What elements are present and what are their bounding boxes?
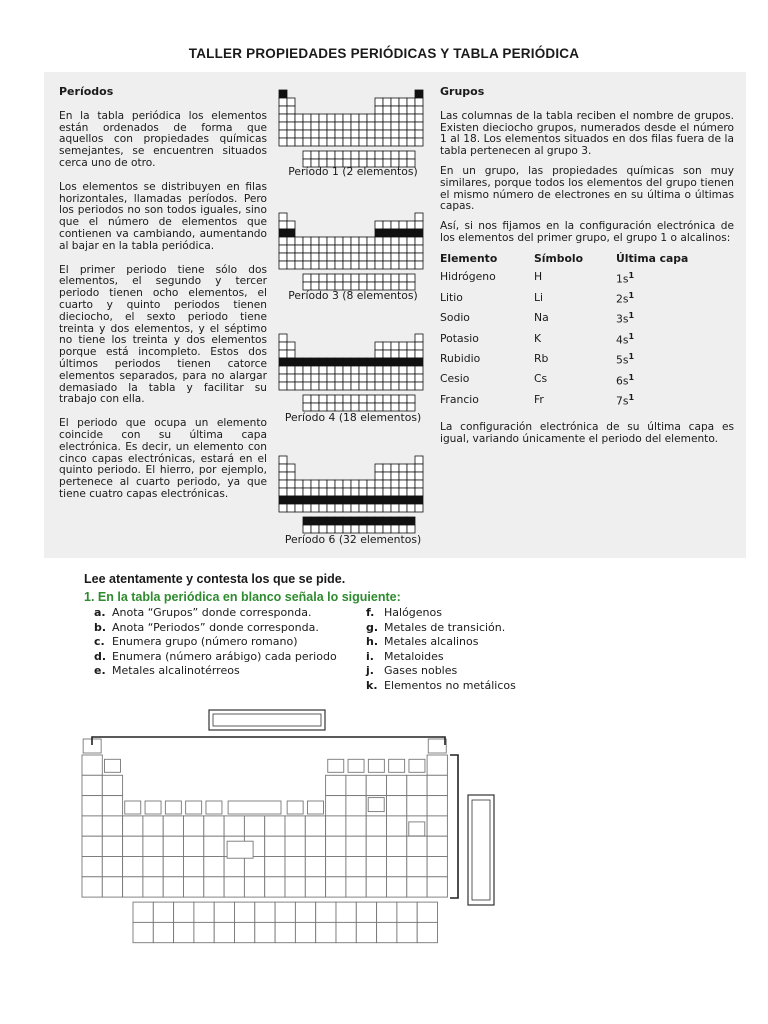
blank-cell	[184, 877, 204, 897]
group-number-box	[186, 801, 202, 814]
blank-cell	[387, 775, 407, 795]
group-number-box	[368, 759, 384, 772]
blank-cell	[102, 796, 122, 816]
group-number-box	[307, 801, 323, 814]
periodos-paragraph: El primer periodo tiene sólo dos elementos, el segundo y tercer periodo tienen ocho elementos, el cuarto y quinto periodos tienen dieciocho, el sexto periodo tiene treinta y dos elementos, y el séptimo no tiene los treinta y dos elementos porque está incompleto. Estos dos últimos periodos tienen catorce elementos separados, para no alargar demasiado la tabla y facilitar su trabajo con ella.	[59, 263, 267, 406]
blank-cell	[244, 816, 264, 836]
element-name: Litio	[440, 290, 463, 304]
blank-cell	[204, 857, 224, 877]
blank-cell	[224, 857, 244, 877]
shell-label: 7s	[616, 394, 629, 408]
blank-f-cell	[255, 922, 275, 942]
blank-f-cell	[356, 902, 376, 922]
list-item-text: Anota “Grupos” donde corresponda.	[112, 606, 312, 619]
list-item-text: Enumera (número arábigo) cada periodo	[112, 649, 337, 663]
group-number-box	[348, 759, 364, 772]
blank-cell	[305, 836, 325, 856]
blank-cell	[285, 857, 305, 877]
blank-f-cell	[133, 922, 153, 942]
blank-cell	[123, 877, 143, 897]
blank-cell	[123, 816, 143, 836]
electron-count: 1	[628, 270, 635, 280]
col-header-elemento: Elemento	[440, 251, 498, 265]
period-3-caption: Período 3 (8 elementos)	[288, 289, 418, 302]
blank-f-cell	[336, 902, 356, 922]
blank-cell	[346, 877, 366, 897]
blank-cell	[387, 816, 407, 836]
blank-f-cell	[295, 922, 315, 942]
blank-cell	[163, 877, 183, 897]
blank-cell	[285, 816, 305, 836]
marker-box	[227, 841, 253, 858]
blank-cell	[326, 775, 346, 795]
electron-count: 1	[628, 352, 635, 362]
blank-cell	[326, 857, 346, 877]
blank-cell	[184, 836, 204, 856]
blank-cell	[366, 857, 386, 877]
list-item-letter: f.	[366, 606, 375, 619]
blank-cell	[346, 836, 366, 856]
group-number-box	[165, 801, 181, 814]
shell-label: 4s	[616, 333, 629, 347]
blank-cell	[143, 816, 163, 836]
list-item-letter: j.	[366, 664, 374, 678]
blank-f-cell	[214, 902, 234, 922]
blank-f-cell	[153, 902, 173, 922]
blank-cell	[102, 877, 122, 897]
blank-cell	[407, 877, 427, 897]
blank-cell	[387, 857, 407, 877]
blank-cell	[82, 775, 102, 795]
blank-f-cell	[255, 902, 275, 922]
blank-cell	[366, 836, 386, 856]
blank-f-cell	[397, 922, 417, 942]
blank-f-cell	[417, 902, 437, 922]
blank-f-cell	[295, 902, 315, 922]
blank-cell	[123, 857, 143, 877]
electron-count: 1	[628, 392, 635, 402]
blank-f-cell	[397, 902, 417, 922]
element-name: Rubidio	[440, 351, 481, 365]
periodos-heading: Períodos	[59, 85, 114, 98]
electron-count: 1	[628, 290, 635, 300]
blank-cell	[407, 796, 427, 816]
grupos-paragraph: En un grupo, las propiedades químicas son muy similares, porque todos los elementos del grupo tienen el mismo número de electrones en su última o últimas capas.	[440, 164, 734, 213]
list-item-letter: k.	[366, 678, 378, 692]
blank-cell	[305, 816, 325, 836]
list-item-text: Elementos no metálicos	[384, 678, 516, 692]
blank-f-cell	[194, 902, 214, 922]
list-item-letter: e.	[94, 664, 106, 678]
blank-cell	[102, 857, 122, 877]
list-item-text: Gases nobles	[384, 664, 458, 678]
blank-cell	[143, 857, 163, 877]
blank-cell	[285, 836, 305, 856]
blank-cell	[143, 836, 163, 856]
periodos-paragraph: Los elementos se distribuyen en filas horizontales, llamadas períodos. Pero los periodos no son todos iguales, sino que el número de elementos que contienen va cambiando, aumentando al bajar en la tabla periódica.	[59, 180, 267, 252]
list-item-text: Metales alcalinotérreos	[112, 664, 240, 678]
element-name: Hidrógeno	[440, 270, 496, 284]
blank-cell	[305, 857, 325, 877]
list-item-text: Halógenos	[384, 606, 442, 619]
periods-bracket	[450, 755, 458, 898]
blank-cell	[82, 857, 102, 877]
blank-cell	[102, 816, 122, 836]
group-number-box	[389, 759, 405, 772]
blank-cell	[346, 857, 366, 877]
blank-cell	[143, 877, 163, 897]
blank-cell	[346, 796, 366, 816]
list-item-letter: a.	[94, 606, 106, 619]
group-number-box	[104, 759, 120, 772]
element-name: Potasio	[440, 331, 479, 345]
period-6-caption: Período 6 (32 elementos)	[284, 533, 422, 546]
blank-cell	[326, 836, 346, 856]
list-item-letter: b.	[94, 620, 107, 634]
blank-cell	[82, 796, 102, 816]
blank-cell	[387, 836, 407, 856]
periodos-paragraph: El periodo que ocupa un elemento coincide con su última capa electrónica. Es decir, un elemento con cinco capas electrónicas, estará en el quinto periodo. El hierro, por ejemplo, pertenece al cuarto periodo, ya que tiene cuatro capas electrónicas.	[59, 417, 267, 500]
element-symbol: H	[534, 270, 543, 284]
blank-cell	[204, 816, 224, 836]
blank-cell	[427, 816, 447, 836]
marker-box	[368, 798, 384, 812]
blank-cell	[427, 755, 447, 775]
period-1-caption: Período 1 (2 elementos)	[288, 165, 418, 178]
blank-cell	[224, 877, 244, 897]
grupos-heading: Grupos	[440, 85, 485, 98]
list-item-letter: c.	[94, 635, 105, 649]
blank-cell	[407, 775, 427, 795]
grupos-closing: La configuración electrónica de su última capa es igual, variando únicamente el periodo del elemento.	[440, 421, 734, 446]
blank-f-cell	[235, 922, 255, 942]
group-number-box	[328, 759, 344, 772]
blank-cell	[366, 877, 386, 897]
question-1: 1. En la tabla periódica en blanco señala lo siguiente:	[84, 590, 401, 604]
element-symbol: Cs	[534, 372, 548, 386]
blank-f-cell	[336, 922, 356, 942]
blank-f-cell	[153, 922, 173, 942]
list-item-letter: i.	[366, 649, 374, 663]
blank-cell	[326, 877, 346, 897]
blank-cell	[427, 775, 447, 795]
list-item-text: Anota “Periodos” donde corresponda.	[112, 620, 319, 634]
blank-cell	[285, 877, 305, 897]
electron-count: 1	[628, 311, 635, 321]
blank-cell	[427, 877, 447, 897]
shell-label: 1s	[616, 272, 629, 286]
blank-cell	[82, 877, 102, 897]
blank-cell	[346, 775, 366, 795]
blank-cell	[407, 836, 427, 856]
blank-cell	[387, 877, 407, 897]
blank-f-cell	[316, 922, 336, 942]
blank-cell	[387, 796, 407, 816]
grupos-label-inner	[213, 714, 321, 726]
blank-cell	[82, 836, 102, 856]
element-name: Francio	[440, 392, 479, 406]
blank-cell	[123, 836, 143, 856]
blank-cell	[265, 836, 285, 856]
blank-f-cell	[214, 922, 234, 942]
element-symbol: Li	[534, 290, 544, 304]
blank-f-cell	[275, 902, 295, 922]
blank-cell	[427, 836, 447, 856]
blank-cell	[346, 816, 366, 836]
groups-bracket	[92, 737, 445, 745]
list-item-text: Enumera grupo (número romano)	[112, 635, 298, 649]
list-item-letter: d.	[94, 649, 107, 663]
blank-cell	[82, 816, 102, 836]
group-number-box	[125, 801, 141, 814]
page-title: TALLER PROPIEDADES PERIÓDICAS Y TABLA PERIÓDICA	[188, 46, 580, 61]
element-name: Cesio	[440, 372, 470, 386]
list-item-letter: g.	[366, 620, 379, 634]
blank-cell	[184, 816, 204, 836]
blank-cell	[102, 775, 122, 795]
blank-cell	[224, 816, 244, 836]
blank-cell	[244, 857, 264, 877]
blank-cell	[163, 836, 183, 856]
blank-f-cell	[235, 902, 255, 922]
blank-f-cell	[174, 902, 194, 922]
periodos-label-inner	[472, 800, 490, 900]
exercise-instruction: Lee atentamente y contesta los que se pide.	[84, 572, 346, 586]
group-number-box	[206, 801, 222, 814]
blank-f-cell	[417, 922, 437, 942]
blank-f-cell	[194, 922, 214, 942]
shell-label: 3s	[616, 312, 629, 326]
blank-cell	[204, 836, 224, 856]
group-number-box	[409, 759, 425, 772]
blank-cell	[326, 816, 346, 836]
group-viii-box	[228, 801, 281, 814]
shell-label: 6s	[616, 374, 629, 388]
blank-cell	[102, 836, 122, 856]
blank-cell	[265, 877, 285, 897]
blank-cell	[326, 796, 346, 816]
blank-cell	[366, 775, 386, 795]
blank-cell	[184, 857, 204, 877]
element-symbol: K	[534, 331, 542, 345]
period-4-caption: Período 4 (18 elementos)	[284, 411, 422, 424]
group-number-box	[428, 739, 446, 753]
grupos-paragraph: Las columnas de la tabla reciben el nombre de grupos. Existen dieciocho grupos, numerados desde el número 1 al 18. Los elementos situados en dos filas fuera de la tabla pertenecen al grupo 3.	[440, 109, 734, 158]
blank-f-cell	[174, 922, 194, 942]
blank-cell	[427, 796, 447, 816]
element-name: Sodio	[440, 311, 470, 325]
blank-cell	[163, 857, 183, 877]
element-symbol: Fr	[534, 392, 544, 406]
blank-cell	[204, 877, 224, 897]
blank-cell	[265, 857, 285, 877]
blank-f-cell	[275, 922, 295, 942]
element-symbol: Na	[534, 311, 549, 325]
blank-f-cell	[133, 902, 153, 922]
blank-cell	[82, 755, 102, 775]
element-symbol: Rb	[534, 351, 549, 365]
list-item-text: Metales alcalinos	[384, 635, 479, 649]
col-header-ultima-capa: Última capa	[616, 251, 689, 265]
blank-cell	[265, 816, 285, 836]
blank-cell	[366, 816, 386, 836]
blank-cell	[244, 877, 264, 897]
blank-cell	[407, 857, 427, 877]
blank-f-cell	[356, 922, 376, 942]
marker-box	[409, 822, 425, 836]
col-header-simbolo: Símbolo	[534, 251, 583, 265]
blank-f-cell	[316, 902, 336, 922]
electron-count: 1	[628, 331, 635, 341]
grupos-paragraph: Así, si nos fijamos en la configuración electrónica de los elementos del primer grupo, el grupo 1 o alcalinos:	[440, 220, 734, 244]
blank-cell	[427, 857, 447, 877]
periodos-paragraph: En la tabla periódica los elementos están ordenados de forma que aquellos con propiedades químicas semejantes, se encuentren situados cerca uno de otro.	[59, 109, 267, 169]
list-item-letter: h.	[366, 635, 379, 649]
list-item-text: Metaloides	[384, 649, 444, 663]
blank-f-cell	[377, 922, 397, 942]
group-number-box	[287, 801, 303, 814]
blank-cell	[163, 816, 183, 836]
electron-count: 1	[628, 372, 635, 382]
shell-label: 5s	[616, 353, 629, 367]
shell-label: 2s	[616, 292, 629, 306]
blank-f-cell	[377, 902, 397, 922]
group-number-box	[145, 801, 161, 814]
list-item-text: Metales de transición.	[384, 620, 506, 634]
blank-cell	[305, 877, 325, 897]
